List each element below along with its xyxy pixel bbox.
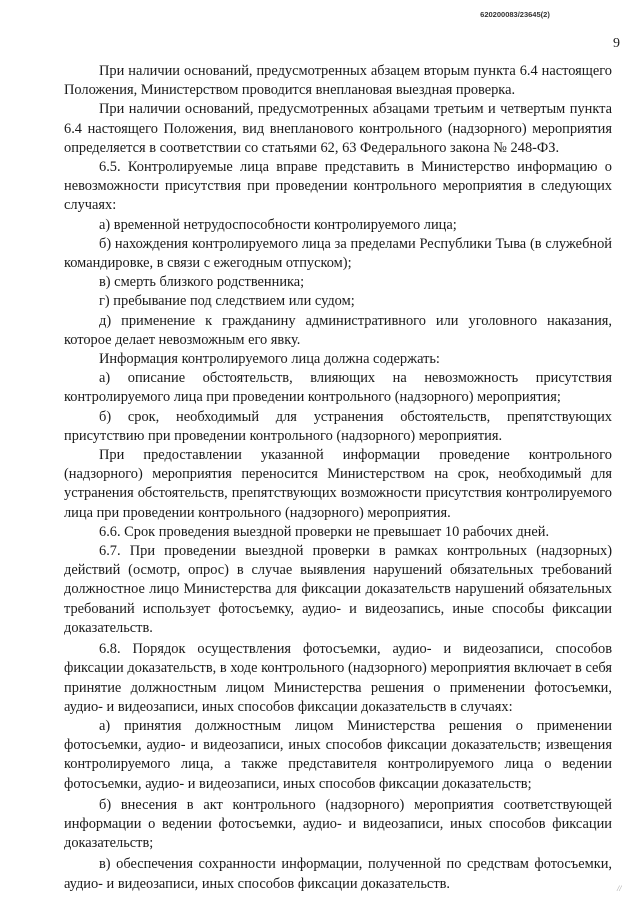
document-body: [64, 62, 612, 894]
list-item: д) применение к гражданину административного или уголовного наказания, которое делает невозможным его явку.: [64, 312, 612, 348]
paragraph: 6.6. Срок проведения выездной проверки не превышает 10 рабочих дней.: [99, 523, 550, 540]
list-item: в) обеспечения сохранности информации, полученной по средствам фотосъемки, аудио- и видеозаписи, иных способов фиксации доказательств.: [64, 856, 612, 892]
list-item: б) нахождения контролируемого лица за пределами Республики Тыва (в служебной командировке, в связи с ежегодным отпуском);: [64, 235, 612, 272]
list-item: б) внесения в акт контрольного (надзорного) мероприятия соответствующей информации о ведении фотосъемки, аудио- и видеозаписи, иных способов фиксации доказательств;: [64, 796, 612, 852]
list-item: а) временной нетрудоспособности контролируемого лица;: [99, 216, 457, 233]
paragraph: При наличии оснований, предусмотренных абзацем вторым пункта 6.4 настоящего Положения, Министерством проводится внеплановая выездная проверка.: [64, 63, 612, 99]
paragraph: 6.5. Контролируемые лица вправе представить в Министерство информацию о невозможности присутствия при проведении контрольного мероприятия в следующих случаях:: [64, 159, 612, 214]
list-item: г) пребывание под следствием или судом;: [99, 293, 355, 310]
document-code: 620200083/23645(2): [480, 10, 550, 19]
list-item: в) смерть близкого родственника;: [99, 274, 305, 291]
paragraph: При наличии оснований, предусмотренных абзацами третьим и четвертым пункта 6.4 настоящего Положения, вид внепланового контрольного (надзорного) мероприятия определяется в соответствии со статьями 62, 63 Федерального закона № 248-ФЗ.: [64, 101, 612, 156]
list-item: а) принятия должностным лицом Министерства решения о применении фотосъемки, аудио- и видеозаписи, иных способов фиксации доказательств; извещения контролируемого лица, а также представителя контролируемого лица о ведении фотосъемки, аудио- и видеозаписи, иных способов фиксации доказательств;: [64, 717, 612, 792]
paragraph: Информация контролируемого лица должна содержать:: [99, 351, 440, 368]
paragraph: 6.8. Порядок осуществления фотосъемки, аудио- и видеозаписи, способов фиксации доказательств, в ходе контрольного (надзорного) мероприятия включает в себя принятие должностным лицом Министерства решения о применении фотосъемки, аудио- и видеозаписи, иных способов фиксации доказательств в случаях:: [64, 641, 612, 715]
paragraph: 6.7. При проведении выездной проверки в рамках контрольных (надзорных) действий (осмотр, опрос) в случае выявления нарушений обязательных требований должностное лицо Министерства для фиксации доказательств нарушений обязательных требований использует фотосъемку, аудио- и видеозапись, иные способы фиксации доказательств.: [64, 543, 612, 636]
list-item: а) описание обстоятельств, влияющих на невозможность присутствия контролируемого лица при проведении контрольного (надзорного) мероприятия;: [64, 370, 612, 406]
list-item: б) срок, необходимый для устранения обстоятельств, препятствующих присутствию при проведении контрольного (надзорного) мероприятия.: [64, 408, 612, 444]
paragraph: При предоставлении указанной информации проведение контрольного (надзорного) мероприятия переносится Министерством на срок, необходимый для устранения обстоятельств, препятствующих возможности присутствия контролируемого лица при проведении контрольного (надзорного) мероприятия.: [64, 447, 612, 521]
page-number: 9: [613, 36, 620, 51]
scan-mark: //: [617, 884, 622, 893]
